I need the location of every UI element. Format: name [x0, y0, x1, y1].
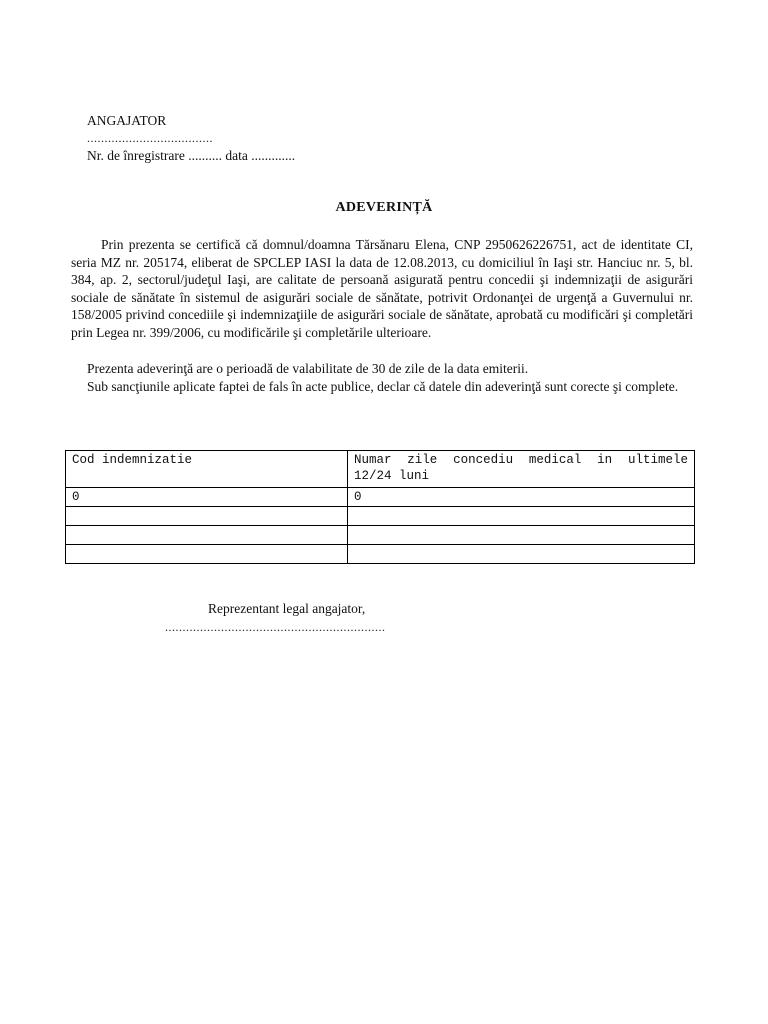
- table-row: [66, 488, 695, 507]
- table-cell: [66, 545, 348, 564]
- table-cell: [66, 507, 348, 526]
- employer-name-line: ....................................: [87, 131, 213, 145]
- signature-line: ...............................................................: [165, 620, 386, 634]
- table-cell: [348, 526, 695, 545]
- header-numar-zile: Numar zile concediu medical in ultimele 12/24 luni: [348, 451, 695, 488]
- table-cell: [348, 545, 695, 564]
- header-cod-indemnizatie: Cod indemnizatie: [66, 451, 348, 488]
- validity-paragraph: Prezenta adeverinţă are o perioadă de valabilitate de 30 de zile de la data emiterii.: [87, 361, 529, 376]
- table-cell: [348, 507, 695, 526]
- document-title: ADEVERINȚĂ: [335, 200, 433, 215]
- table-cell: 0: [66, 488, 348, 507]
- table-cell: [66, 526, 348, 545]
- table-row: [66, 507, 695, 526]
- declaration-paragraph: Sub sancţiunile aplicate faptei de fals în acte publice, declar că datele din adeverinţă sunt corecte şi complete.: [87, 379, 679, 394]
- table-row: [66, 545, 695, 564]
- indemnity-table: [65, 450, 695, 564]
- employer-label: ANGAJATOR: [87, 113, 167, 128]
- legal-representative-label: Reprezentant legal angajator,: [208, 601, 366, 616]
- table-cell: 0: [348, 488, 695, 507]
- registration-line: Nr. de înregistrare .......... data .............: [87, 148, 296, 163]
- table-row: [66, 526, 695, 545]
- table-header-row: [66, 451, 695, 488]
- certification-paragraph: Prin prezenta se certifică că domnul/doamna Tărsănaru Elena, CNP 2950626226751, act de identitate CI, seria MZ nr. 205174, eliberat de SPCLEP IASI la data de 12.08.2013, cu domiciliul în Iaşi str. Hanciuc nr. 5, bl. 384, ap. 2, sectorul/judeţul Iaşi, are calitate de persoană asigurată pentru concedii şi indemnizaţii de asigurări sociale de sănătate în sistemul de asigurări sociale de sănătate, potrivit Ordonanţei de urgenţă a Guvernului nr. 158/2005 privind concediile şi indemnizaţiile de asigurări sociale de sănătate, aprobată cu modificări şi completări prin Legea nr. 399/2006, cu modificările şi completările ulterioare.: [71, 237, 693, 340]
